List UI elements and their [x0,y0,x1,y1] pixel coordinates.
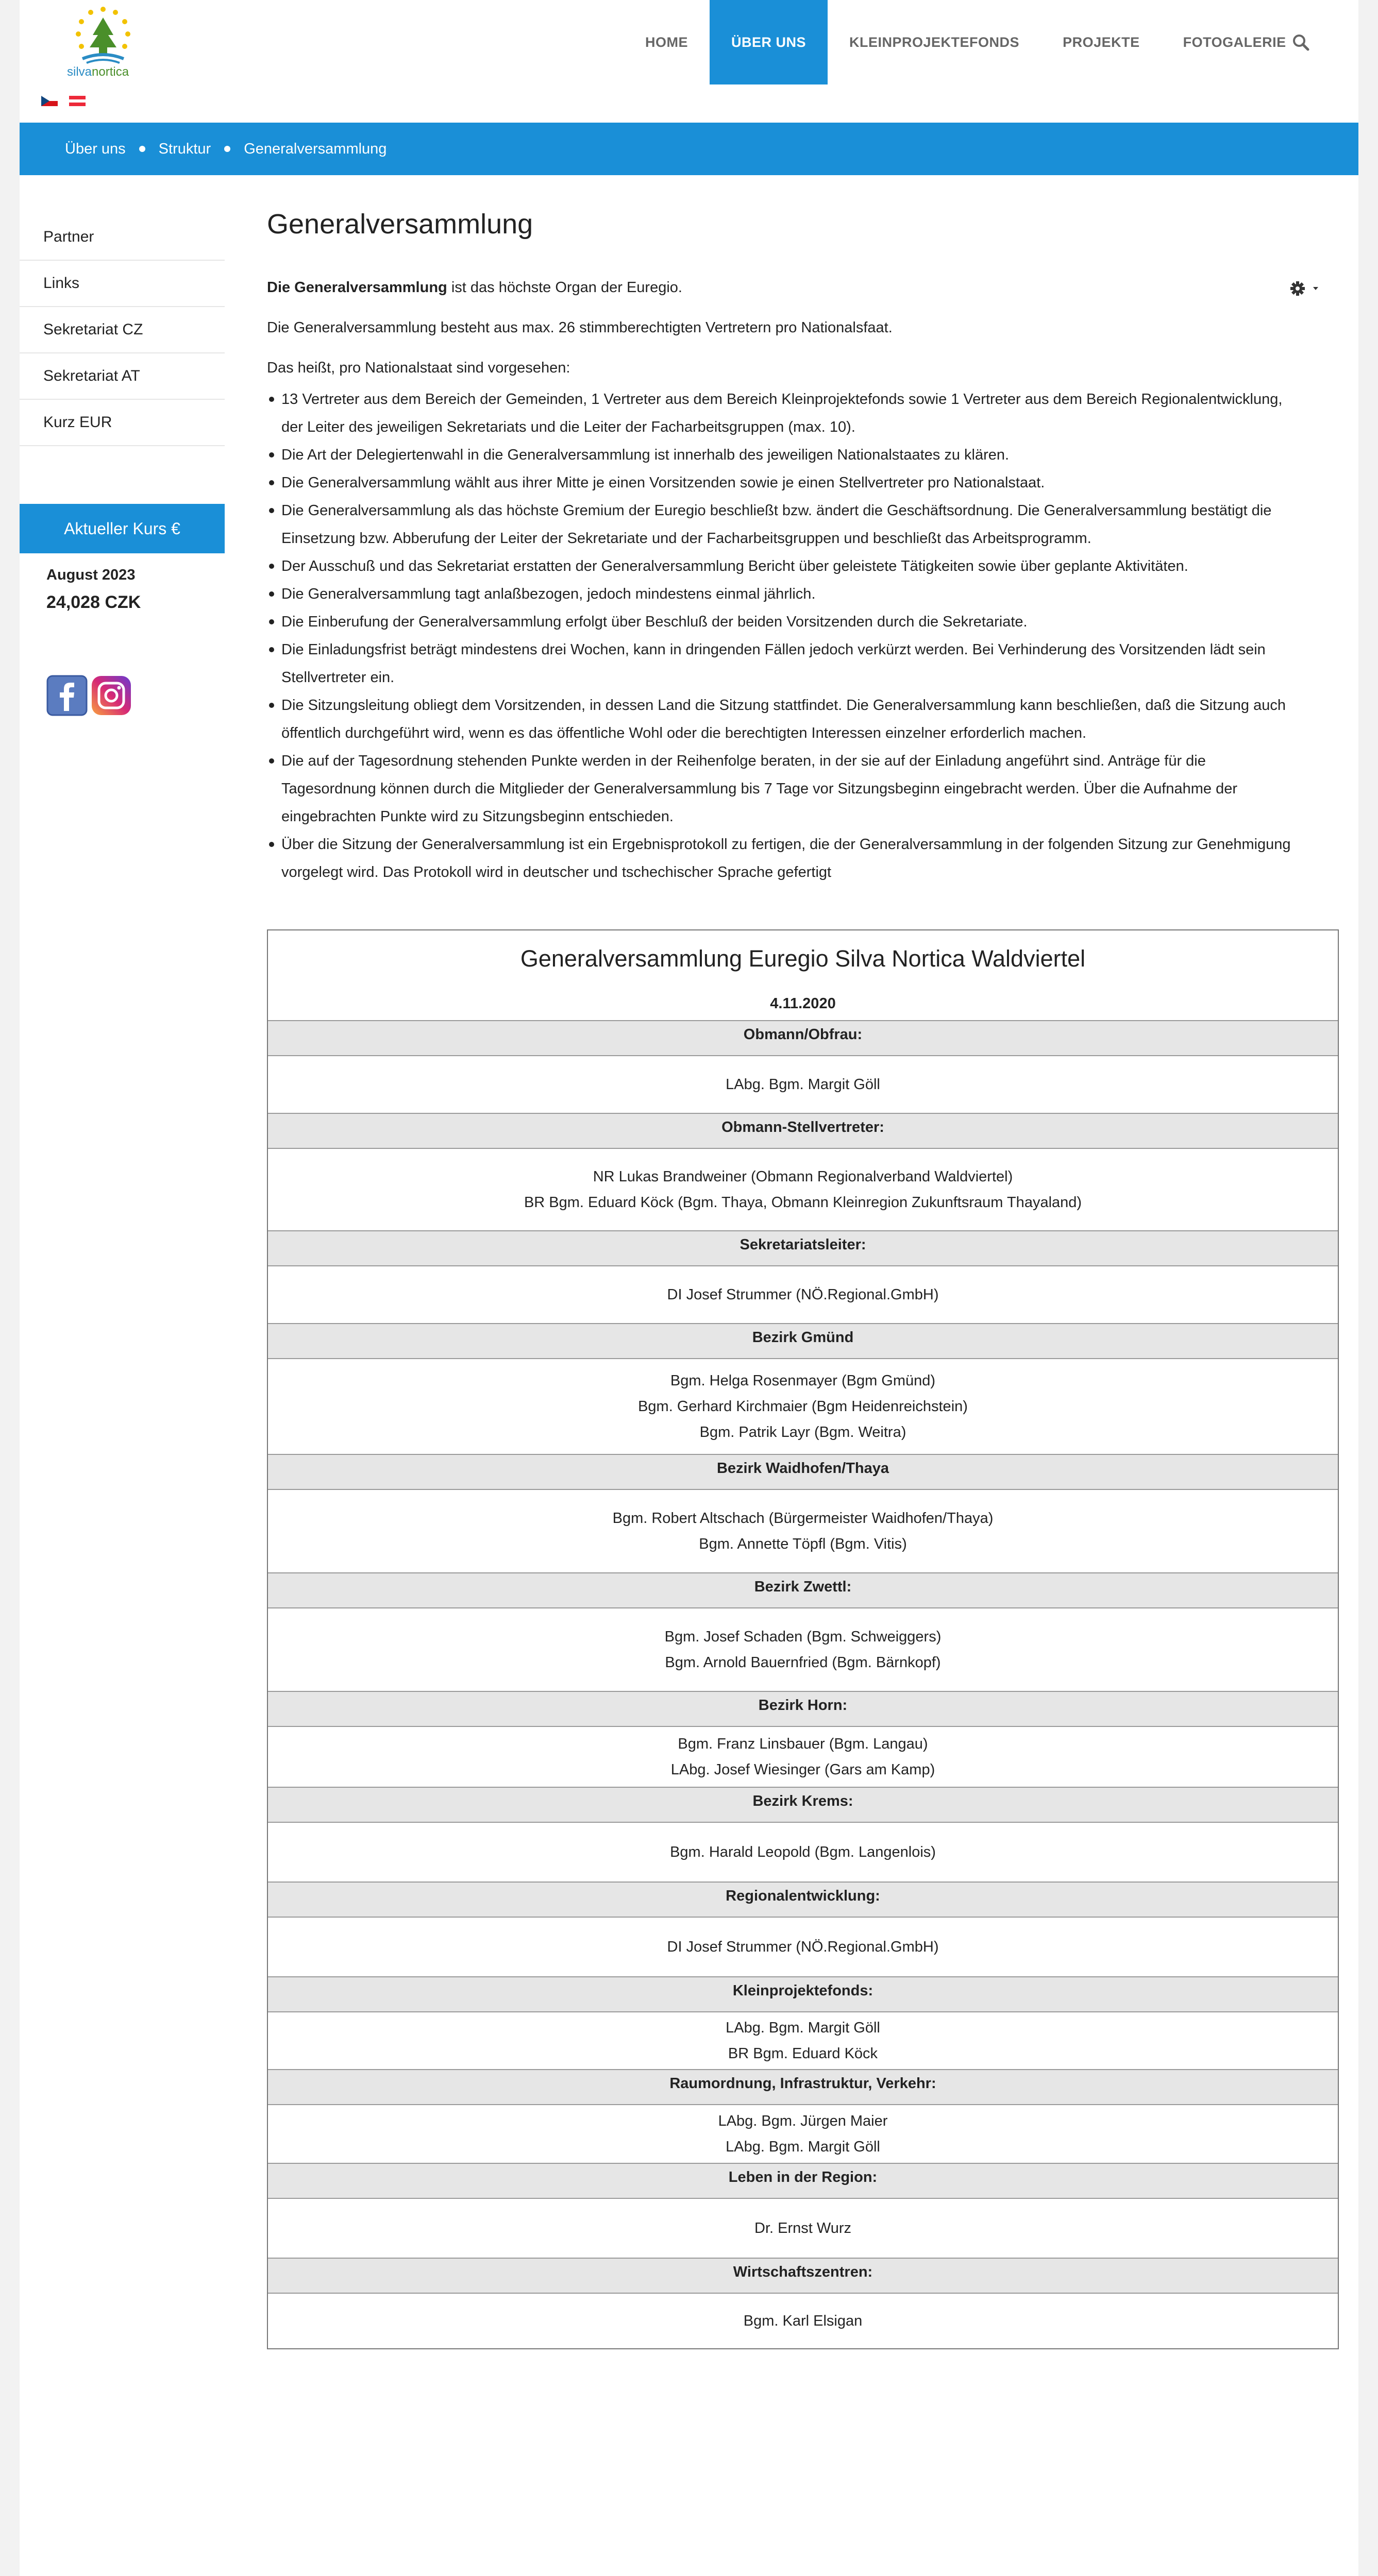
provision-paragraph: Das heißt, pro Nationalstaat sind vorgesehen: [267,360,570,376]
table-date: 4.11.2020 [770,995,836,1012]
nav-home[interactable]: HOME [645,34,688,50]
rule-line: eingebrachten Punkte wird zu Sitzungsbeginn entschieden. [281,808,674,825]
member-name: Bgm. Franz Linsbauer (Bgm. Langau) [678,1736,928,1752]
sidebar-menu [20,214,225,446]
breadcrumb-item-ueber-uns[interactable]: Über uns [65,140,126,157]
page-title: Generalversammlung [267,209,533,240]
rule-item [267,497,1318,552]
table-section-head: Leben in der Region: [268,2163,1338,2198]
rule-line: Die Generalversammlung tagt anlaßbezogen, jedoch mindestens einmal jährlich. [281,586,816,602]
rule-item [267,608,1318,636]
exchange-rate-month: August 2023 [46,567,136,583]
table-section-head: Bezirk Gmünd [268,1323,1338,1358]
rule-line: vorgelegt wird. Das Protokoll wird in deutscher und tschechischer Sprache gefertigt [281,864,832,880]
member-name: Bgm. Gerhard Kirchmaier (Bgm Heidenreichstein) [638,1398,968,1415]
nav-kleinprojektefonds[interactable]: KLEINPROJEKTEFONDS [849,34,1020,50]
main-nav [624,0,1308,84]
nav-projekte[interactable]: PROJEKTE [1063,34,1140,50]
general-assembly-table [267,929,1339,2349]
nav-fotogalerie[interactable]: FOTOGALERIE [1183,34,1286,50]
rule-line: Die Einberufung der Generalversammlung erfolgt über Beschluß der beiden Vorsitzenden durch die Sekretariate. [281,614,1028,630]
rule-line: Die Sitzungsleitung obliegt dem Vorsitzenden, in dessen Land die Sitzung stattfindet. Die Generalversammlung kann beschließen, daß die Sitzung auch [281,697,1286,714]
member-name: LAbg. Bgm. Margit Göll [726,2139,880,2155]
nav-ueber-uns[interactable]: ÜBER UNS [710,0,828,84]
table-section-body [268,1265,1338,1323]
member-name: LAbg. Bgm. Margit Göll [726,1076,880,1093]
table-section-head: Bezirk Waidhofen/Thaya [268,1454,1338,1489]
member-name: BR Bgm. Eduard Köck [728,2045,878,2062]
table-section-head: Bezirk Horn: [268,1691,1338,1726]
intro-paragraph: Die Generalversammlung ist das höchste Organ der Euregio. [267,279,682,296]
sidebar-item-partner[interactable]: Partner [20,214,225,261]
rule-line: Über die Sitzung der Generalversammlung ist ein Ergebnisprotokoll zu fertigen, die der Generalversammlung in der folgenden Sitzung zur Genehmigung [281,836,1291,853]
rule-item [267,580,1318,608]
member-name: Bgm. Robert Altschach (Bürgermeister Waidhofen/Thaya) [612,1510,994,1527]
rule-item [267,441,1318,469]
instagram-icon[interactable] [91,675,132,716]
rule-line: Der Ausschuß und das Sekretariat erstatten der Generalversammlung Bericht über geleistete Tätigkeiten sowie über geplante Aktivitäten. [281,558,1188,574]
table-section-body [268,2198,1338,2258]
table-section-head: Regionalentwicklung: [268,1882,1338,1917]
member-name: NR Lukas Brandweiner (Obmann Regionalverband Waldviertel) [593,1168,1013,1185]
member-name: LAbg. Bgm. Margit Göll [726,2020,880,2036]
member-name: Dr. Ernst Wurz [754,2220,851,2236]
table-section-head: Bezirk Krems: [268,1787,1338,1822]
austrian-flag-icon[interactable] [69,96,86,106]
composition-paragraph: Die Generalversammlung besteht aus max. 26 stimmberechtigten Vertretern pro Nationalsfaat. [267,319,893,336]
rule-item [267,385,1318,441]
rule-item [267,691,1318,747]
table-section-body [268,1726,1338,1787]
rule-item [267,469,1318,497]
member-name: LAbg. Bgm. Jürgen Maier [718,2113,888,2129]
table-section-body [268,2293,1338,2348]
rules-list [267,385,1318,886]
gear-dropdown-icon[interactable] [1288,279,1324,298]
social-links [46,675,132,716]
sidebar-item-sekretariat-cz[interactable]: Sekretariat CZ [20,307,225,353]
table-section-body [268,1055,1338,1113]
rule-line: Tagesordnung können durch die Mitglieder der Generalversammlung bis 7 Tage vor Sitzungsbeginn eingebracht werden. Über die Aufnahme der [281,781,1237,797]
member-name: Bgm. Josef Schaden (Bgm. Schweiggers) [664,1629,942,1645]
facebook-icon[interactable] [46,675,88,716]
table-section-body [268,1917,1338,1976]
table-section-body [268,2104,1338,2163]
table-section-body [268,1358,1338,1454]
rule-line: Einsetzung bzw. Abberufung der Leiter der Sekretariate und der Facharbeitsgruppen und beschließt das Arbeitsprogramm. [281,530,1091,547]
breadcrumb-separator [139,146,145,152]
table-section-body [268,1148,1338,1230]
table-section-head: Bezirk Zwettl: [268,1572,1338,1607]
logo-text: silvanortica [67,65,129,79]
member-name: BR Bgm. Eduard Köck (Bgm. Thaya, Obmann Kleinregion Zukunftsraum Thayaland) [524,1194,1082,1211]
table-section-body [268,1822,1338,1882]
member-name: DI Josef Strummer (NÖ.Regional.GmbH) [667,1939,939,1955]
rule-line: Die Generalversammlung als das höchste Gremium der Euregio beschließt bzw. ändert die Geschäftsordnung. Die Generalversammlung bestätigt die [281,502,1272,519]
rule-line: Die Einladungsfrist beträgt mindestens drei Wochen, kann in dringenden Fällen jedoch verkürzt werden. Bei Verhinderung des Vorsitzenden lädt sein [281,641,1266,658]
page [20,0,1358,2576]
member-name: Bgm. Annette Töpfl (Bgm. Vitis) [699,1536,907,1552]
sidebar-item-links[interactable]: Links [20,261,225,307]
table-section-head: Obmann/Obfrau: [268,1020,1338,1055]
rule-line: Die Art der Delegiertenwahl in die Generalversammlung ist innerhalb des jeweiligen Nationalstaates zu klären. [281,447,1010,463]
exchange-rate-value: 24,028 CZK [46,592,141,612]
rule-line: der Leiter des jeweiligen Sekretariats und die Leiter der Facharbeitsgruppen (max. 10). [281,419,855,435]
breadcrumb-separator [224,146,230,152]
rule-item [267,831,1318,886]
table-section-body [268,1489,1338,1572]
breadcrumb-item-current: Generalversammlung [244,140,387,157]
table-section-body [268,1607,1338,1691]
rule-line: Stellvertreter ein. [281,669,395,686]
breadcrumb-item-struktur[interactable]: Struktur [158,140,211,157]
czech-flag-icon[interactable] [41,96,58,106]
table-title: Generalversammlung Euregio Silva Nortica Waldviertel [520,945,1086,972]
member-name: Bgm. Helga Rosenmayer (Bgm Gmünd) [670,1372,936,1389]
table-section-head: Sekretariatsleiter: [268,1230,1338,1265]
table-section-head: Wirtschaftszentren: [268,2258,1338,2293]
member-name: DI Josef Strummer (NÖ.Regional.GmbH) [667,1286,939,1303]
table-sections [268,1020,1338,2348]
member-name: Bgm. Patrik Layr (Bgm. Weitra) [699,1424,906,1440]
main-content [267,208,1338,880]
member-name: LAbg. Josef Wiesinger (Gars am Kamp) [670,1761,935,1778]
table-section-head: Obmann-Stellvertreter: [268,1113,1338,1148]
table-section-head: Kleinprojektefonds: [268,1976,1338,2011]
search-icon[interactable] [1290,32,1311,53]
rule-item [267,552,1318,580]
breadcrumb [20,123,1358,175]
site-header [20,0,1358,123]
rule-line: 13 Vertreter aus dem Bereich der Gemeinden, 1 Vertreter aus dem Bereich Kleinprojektefonds sowie 1 Vertreter aus dem Bereich Regionalentwicklung, [281,391,1283,408]
table-section-head: Raumordnung, Infrastruktur, Verkehr: [268,2069,1338,2104]
member-name: Bgm. Karl Elsigan [743,2313,863,2329]
rule-item [267,636,1318,691]
table-section-body [268,2011,1338,2069]
member-name: Bgm. Harald Leopold (Bgm. Langenlois) [670,1844,936,1860]
language-switcher [41,96,86,106]
exchange-rate-heading: Aktueller Kurs € [20,504,225,553]
sidebar-item-kurz-eur[interactable]: Kurz EUR [20,400,225,446]
rule-line: öffentlich durchgeführt wird, wenn es das öffentliche Wohl oder die berechtigten Interessen einzelner erforderlich machen. [281,725,1087,741]
rule-line: Die Generalversammlung wählt aus ihrer Mitte je einen Vorsitzenden sowie je einen Stellvertreter pro Nationalstaat. [281,474,1045,491]
sidebar-item-sekretariat-at[interactable]: Sekretariat AT [20,353,225,400]
rule-line: Die auf der Tagesordnung stehenden Punkte werden in der Reihenfolge beraten, in der sie auf der Einladung angeführt sind. Anträge für die [281,753,1206,769]
rule-item [267,747,1318,831]
member-name: Bgm. Arnold Bauernfried (Bgm. Bärnkopf) [665,1654,941,1671]
